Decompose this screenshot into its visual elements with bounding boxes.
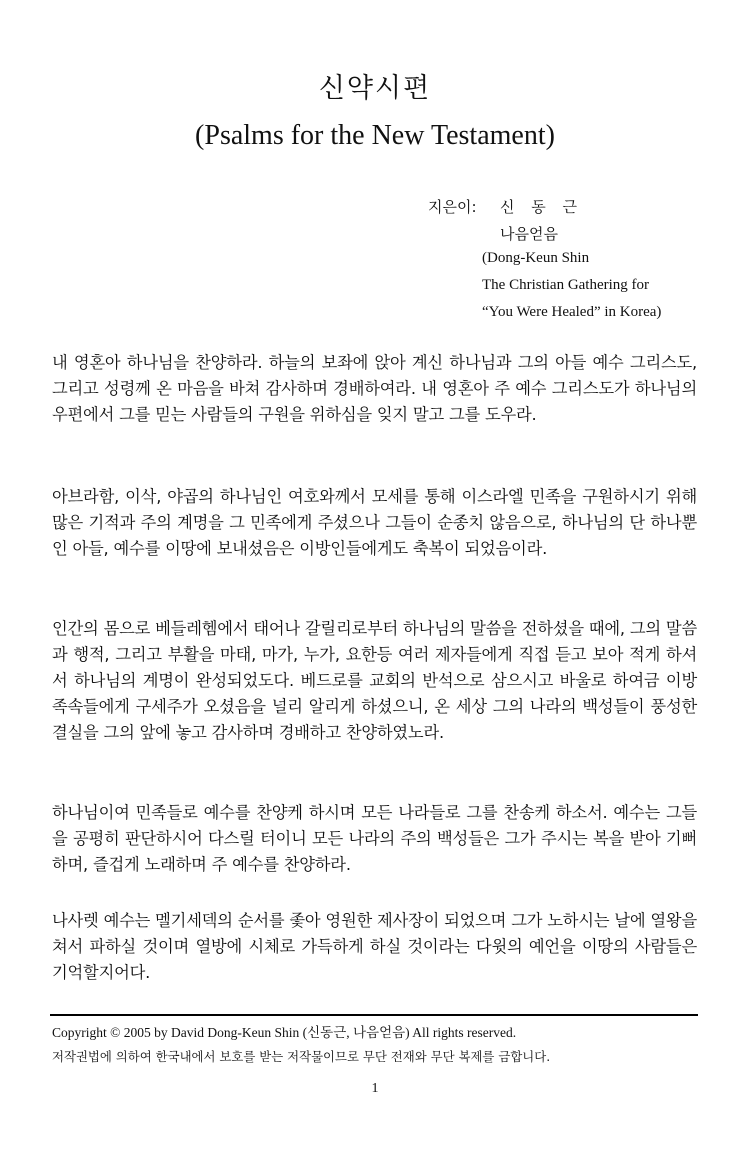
english-title: (Psalms for the New Testament) [195,120,555,151]
body-paragraph: 나사렛 예수는 멜기세덱의 순서를 좇아 영원한 제사장이 되었으며 그가 노하시는 날에 열왕을 쳐서 파하실 것이며 열방에 시체로 가득하게 하실 것이라는 다윗의 예언을 이땅의 사람들은 기억할지어다. [52,911,697,982]
korean-title: 신약시편 [318,73,432,104]
body-paragraph: 하나님이여 민족들로 예수를 찬양케 하시며 모든 나라들로 그를 찬송케 하소서. 예수는 그들을 공평히 판단하시어 다스릴 터이니 모든 나라의 주의 백성들은 그가 주시는 복을 받아 기뻐하며, 즐겁게 노래하며 주 예수를 찬양하라. [52,803,697,874]
author-english-line: The Christian Gathering for [482,277,650,293]
author-group: 나음얻음 [500,225,558,243]
author-english-line: “You Were Healed” in Korea) [482,304,662,320]
copyright-line: Copyright © 2005 by David Dong-Keun Shin (신동근, 나음얻음) All rights reserved. [52,1025,517,1040]
body-paragraph: 아브라함, 이삭, 야곱의 하나님인 여호와께서 모세를 통해 이스라엘 민족을 구원하시기 위해 많은 기적과 주의 계명을 그 민족에게 주셨으나 그들이 순종치 않음으로, 하나님의 단 하나뿐인 아들, 예수를 이땅에 보내셨음은 이방인들에게도 축복이 되었음이라. [52,487,697,558]
author-name: 신 동 근 [500,198,584,216]
footer-divider [50,1014,698,1016]
author-label: 지은이: [428,198,477,216]
author-english-line: (Dong-Keun Shin [482,250,590,266]
page-number: 1 [371,1081,379,1096]
body-paragraph: 인간의 몸으로 베들레헴에서 태어나 갈릴리로부터 하나님의 말씀을 전하셨을 때에, 그의 말씀과 행적, 그리고 부활을 마태, 마가, 누가, 요한등 여러 제자들에게 직접 듣고 보아 적게 하셔서 하나님의 계명이 완성되었도다. 베드로를 교회의 반석으로 삼으시고 바울로 하여금 이방 족속들에게 구세주가 오셨음을 널리 알리게 하셨으니, 온 세상 그의 나라의 백성들이 풍성한 결실을 그의 앞에 놓고 감사하며 경배하고 찬양하였노라. [52,619,697,742]
body-paragraph: 내 영혼아 하나님을 찬양하라. 하늘의 보좌에 앉아 계신 하나님과 그의 아들 예수 그리스도, 그리고 성령께 온 마음을 바쳐 감사하며 경배하여라. 내 영혼아 주 예수 그리스도가 하나님의 우편에서 그를 믿는 사람들의 구원을 위하심을 잊지 말고 그를 도우라. [52,353,697,424]
copyright-notice: 저작권법에 의하여 한국내에서 보호를 받는 저작물이므로 무단 전재와 무단 복제를 금합니다. [52,1049,551,1064]
